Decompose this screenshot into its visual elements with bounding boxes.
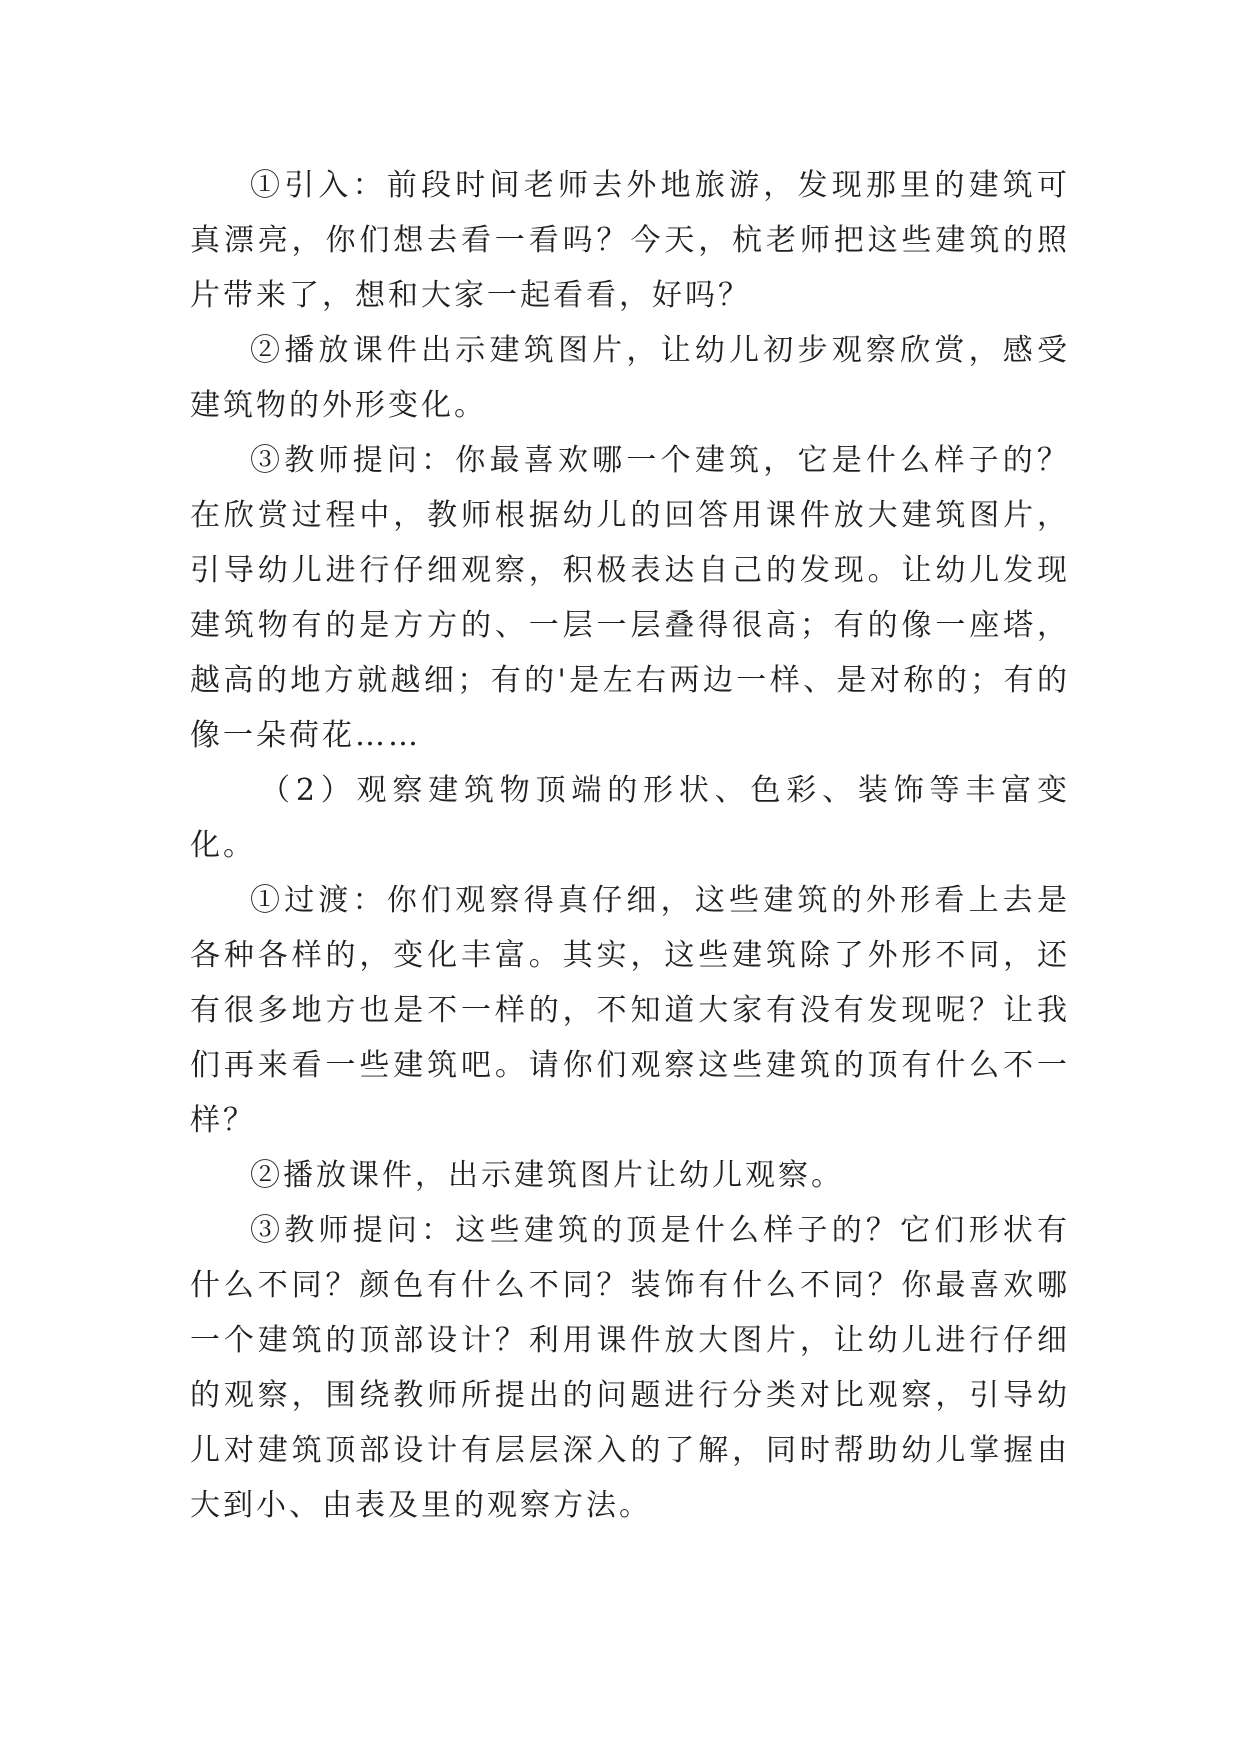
paragraph-play-courseware: ②播放课件出示建筑图片，让幼儿初步观察欣赏，感受建筑物的外形变化。 [190, 333, 1070, 423]
paragraph-play-courseware-2: ②播放课件，出示建筑图片让幼儿观察。 [250, 1158, 844, 1193]
paragraph-teacher-question-2: ③教师提问：这些建筑的顶是什么样子的？它们形状有什么不同？颜色有什么不同？装饰有什么不同？你最喜欢哪一个建筑的顶部设计？利用课件放大图片，让幼儿进行仔细的观察，围绕教师所提出的问题进行分类对比观察，引导幼儿对建筑顶部设计有层层深入的了解，同时帮助幼儿掌握由大到小、由表及里的观察方法。 [190, 1213, 1070, 1523]
paragraph-teacher-question: ③教师提问：你最喜欢哪一个建筑，它是什么样子的？在欣赏过程中，教师根据幼儿的回答用课件放大建筑图片，引导幼儿进行仔细观察，积极表达自己的发现。让幼儿发现建筑物有的是方方的、一层一层叠得很高；有的像一座塔，越高的地方就越细；有的'是左右两边一样、是对称的；有的像一朵荷花…… [190, 443, 1070, 753]
paragraph-transition: ①过渡：你们观察得真仔细，这些建筑的外形看上去是各种各样的，变化丰富。其实，这些建筑除了外形不同，还有很多地方也是不一样的，不知道大家有没有发现呢？让我们再来看一些建筑吧。请你们观察这些建筑的顶有什么不一样？ [190, 883, 1070, 1138]
section-heading-2: （2）观察建筑物顶端的形状、色彩、装饰等丰富变化。 [190, 773, 1070, 863]
paragraph-intro: ①引入：前段时间老师去外地旅游，发现那里的建筑可真漂亮，你们想去看一看吗？今天，杭老师把这些建筑的照片带来了，想和大家一起看看，好吗？ [190, 168, 1070, 313]
document-body [190, 158, 1070, 1533]
